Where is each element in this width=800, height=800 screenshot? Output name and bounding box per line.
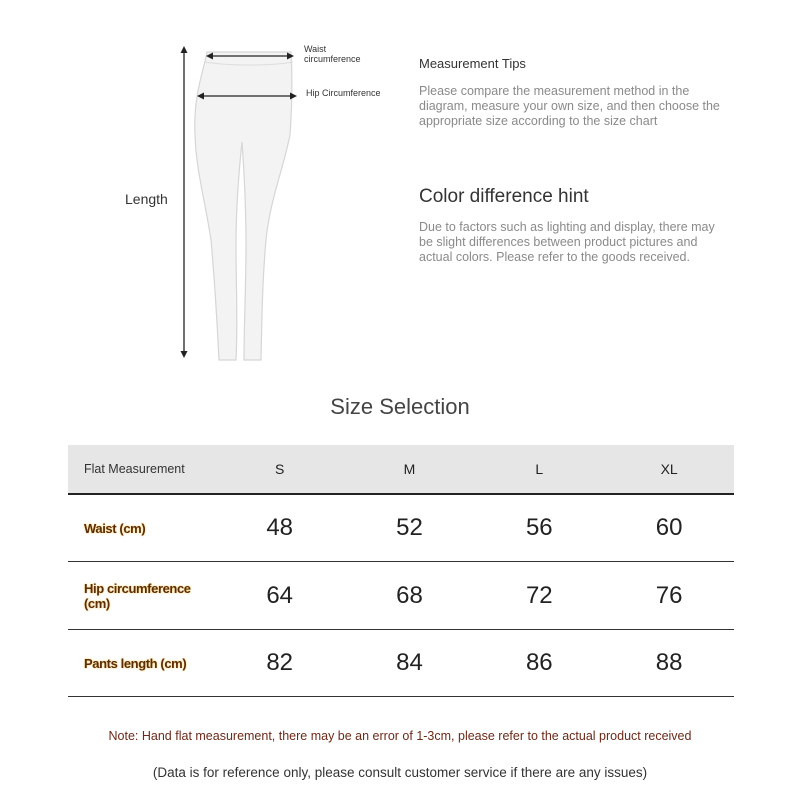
table-cell: 48 [266,514,294,541]
measurement-diagram [0,0,400,380]
reference-disclaimer: (Data is for reference only, please consult customer service if there are any issues) [152,765,648,780]
header-size-l: L [535,461,544,477]
table-cell: 86 [525,649,553,676]
hip-arrowhead-right [290,93,297,100]
size-table [68,445,734,697]
color-difference-hint [419,186,729,265]
waist-label: Waist circumference [304,44,361,64]
size-table-header [68,445,734,495]
measurement-tips-title: Measurement Tips [419,56,526,71]
measurement-tips-body: Please compare the measurement method in the diagram, measure your own size, and then choose the appropriate size according to the size chart [419,84,720,128]
color-hint-title: Color difference hint [419,186,589,207]
length-label: Length [125,191,168,207]
table-cell: 52 [396,514,423,541]
header-size-m: M [403,461,416,477]
table-row-pants-length [68,630,734,697]
color-hint-body: Due to factors such as lighting and display, there may be slight differences between product pictures and actual colors. Please refer to the goods received. [419,220,715,264]
table-cell: 82 [266,649,294,676]
table-cell: 88 [655,649,683,676]
hip-label: Hip Circumference [306,88,381,98]
length-arrowhead-bottom [181,351,188,358]
header-size-xl: XL [660,461,678,477]
table-cell: 68 [396,581,423,609]
leggings-shape [195,52,292,360]
table-cell: 56 [525,514,553,541]
table-row-hip [68,562,734,630]
row-label: Waist (cm) [84,520,146,536]
table-row-waist [68,495,734,562]
measurement-note: Note: Hand flat measurement, there may be an error of 1-3cm, please refer to the actual product received [108,729,692,743]
table-cell: 76 [655,581,683,609]
row-label: Hip circumference (cm) [84,580,191,611]
length-arrowhead-top [181,46,188,53]
row-label: Pants length (cm) [84,655,187,671]
table-cell: 64 [266,581,294,609]
measurement-tips [419,56,729,129]
header-size-s: S [275,461,285,477]
table-cell: 84 [396,649,423,676]
table-cell: 60 [655,514,683,541]
header-flat-measurement: Flat Measurement [84,461,185,476]
table-cell: 72 [525,581,553,609]
size-selection-title: Size Selection [330,394,470,419]
